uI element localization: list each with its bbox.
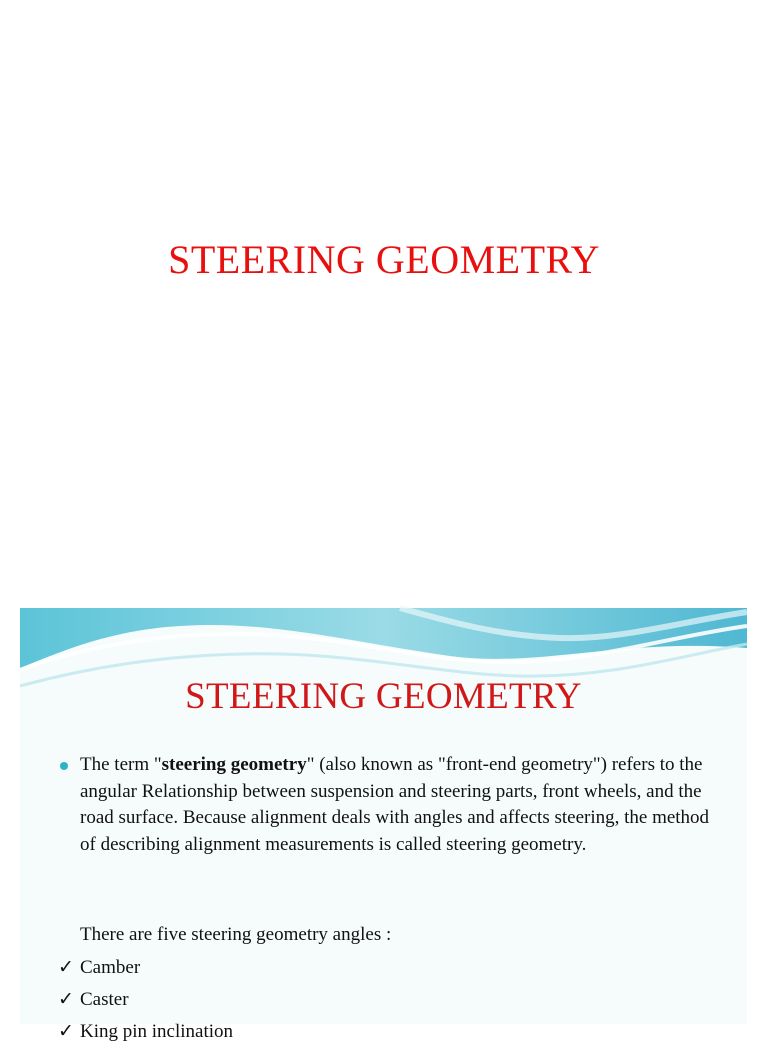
content-slide: [20, 608, 747, 1042]
definition-text: [80, 752, 720, 858]
definition-bullet: [60, 752, 720, 858]
list-item: [58, 984, 233, 1016]
bullet-dot-icon: [60, 762, 68, 770]
angle-label: Caster: [80, 989, 129, 1010]
angles-list: [58, 952, 233, 1048]
definition-rest: " (also known as "front-end geometry") refers to the angular Relationship between suspension and steering parts, front wheels, and the road surface. Because alignment deals with angles and affects steering, the method of describing alignment measurements is called steering geometry.: [80, 754, 710, 855]
definition-prefix: The term ": [80, 754, 162, 775]
title-slide-heading: STEERING GEOMETRY: [168, 237, 600, 282]
check-icon: ✓: [58, 1021, 74, 1042]
angle-label: Camber: [80, 957, 141, 978]
slide-title: STEERING GEOMETRY: [185, 676, 582, 717]
angle-label: King pin inclination: [80, 1021, 234, 1042]
angles-intro: There are five steering geometry angles :: [80, 924, 392, 945]
check-icon: ✓: [58, 957, 74, 978]
list-item: [58, 1016, 233, 1048]
list-item: [58, 952, 233, 984]
definition-term: steering geometry: [161, 754, 307, 775]
check-icon: ✓: [58, 989, 74, 1010]
